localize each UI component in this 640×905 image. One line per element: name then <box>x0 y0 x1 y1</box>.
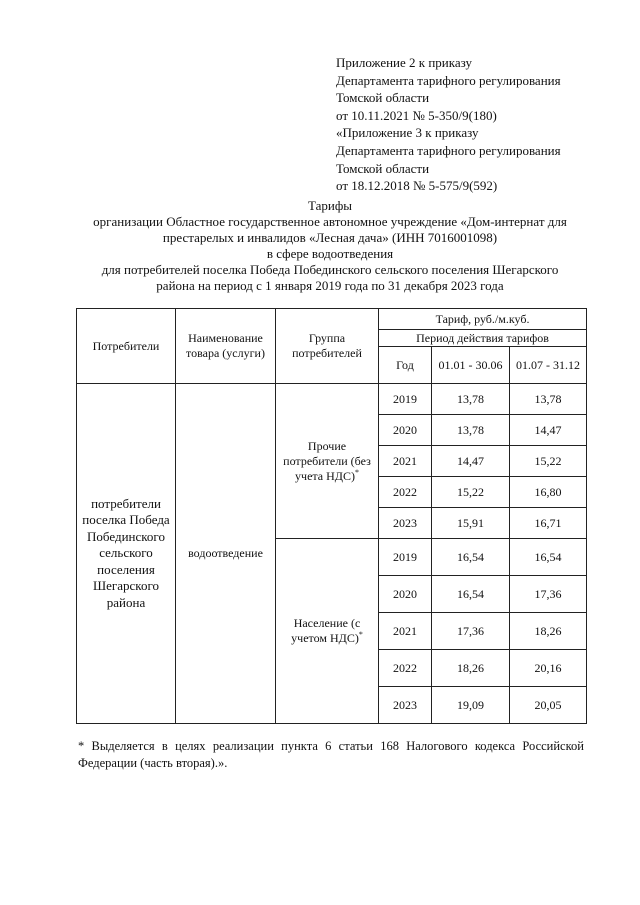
h2-value: 18,26 <box>510 613 587 650</box>
h1-value: 14,47 <box>432 446 510 477</box>
header-h2: 01.07 - 31.12 <box>510 347 587 384</box>
appendix-line: Приложение 2 к приказу <box>336 55 473 70</box>
year-cell: 2021 <box>379 613 432 650</box>
title-line: района на период с 1 января 2019 года по 31 декабря 2023 года <box>156 278 504 293</box>
h2-value: 17,36 <box>510 576 587 613</box>
title-line: Тарифы <box>307 198 352 213</box>
h2-value: 16,54 <box>510 539 587 576</box>
appendix-line: от 10.11.2021 № 5-350/9(180) <box>336 107 497 123</box>
h2-value: 14,47 <box>510 415 587 446</box>
group-cell <box>276 384 379 539</box>
h2-value: 15,22 <box>510 446 587 477</box>
header-group: Группа потребителей <box>276 309 379 384</box>
h1-value: 15,91 <box>432 508 510 539</box>
h1-value: 17,36 <box>432 613 510 650</box>
title-line: организации Областное государственное автономное учреждение «Дом-интернат для <box>93 214 567 229</box>
year-cell: 2022 <box>379 650 432 687</box>
header-consumers: Потребители <box>77 309 176 384</box>
footnote: * Выделяется в целях реализации пункта 6 статьи 168 Налогового кодекса Российской Федерации (часть вторая).». <box>78 739 584 770</box>
group-footnote-mark: * <box>354 467 359 477</box>
appendix-line: Департамента тарифного регулирования <box>336 142 561 158</box>
h1-value: 16,54 <box>432 576 510 613</box>
header-year: Год <box>379 347 432 384</box>
header-tariff: Тариф, руб./м.куб. <box>379 309 587 330</box>
h1-value: 13,78 <box>432 384 510 415</box>
year-cell: 2023 <box>379 687 432 724</box>
h1-value: 18,26 <box>432 650 510 687</box>
title-line: в сфере водоотведения <box>266 246 394 261</box>
h1-value: 16,54 <box>432 539 510 576</box>
year-cell: 2020 <box>379 576 432 613</box>
year-cell: 2023 <box>379 508 432 539</box>
appendix-line: Департамента тарифного регулирования <box>336 72 561 88</box>
h2-value: 16,80 <box>510 477 587 508</box>
year-cell: 2021 <box>379 446 432 477</box>
header-product: Наименование товара (услуги) <box>176 309 276 384</box>
year-cell: 2019 <box>379 384 432 415</box>
h1-value: 13,78 <box>432 415 510 446</box>
product-cell: водоотведение <box>176 384 276 724</box>
appendix-line: от 18.12.2018 № 5-575/9(592) <box>336 178 498 194</box>
group-footnote-mark: * <box>358 630 363 639</box>
appendix-line: Томской области <box>336 90 430 106</box>
year-cell: 2019 <box>379 539 432 576</box>
h2-value: 20,16 <box>510 650 587 687</box>
title-line: для потребителей поселка Победа Побединского сельского поселения Шегарского <box>101 262 559 277</box>
group-name: Прочие потребители (без учета НДС) <box>283 438 371 483</box>
h1-value: 15,22 <box>432 477 510 508</box>
year-cell: 2022 <box>379 477 432 508</box>
group-name: Население (с учетом НДС) <box>291 616 361 645</box>
appendix-line: «Приложение 3 к приказу <box>336 125 479 141</box>
tariff-table <box>76 308 587 724</box>
document-title <box>60 198 600 294</box>
header-h1: 01.01 - 30.06 <box>432 347 510 384</box>
appendix-block <box>336 54 561 195</box>
h2-value: 13,78 <box>510 384 587 415</box>
h2-value: 20,05 <box>510 687 587 724</box>
h1-value: 19,09 <box>432 687 510 724</box>
h2-value: 16,71 <box>510 508 587 539</box>
appendix-line: Томской области <box>336 160 430 176</box>
header-period: Период действия тарифов <box>379 330 587 347</box>
year-cell: 2020 <box>379 415 432 446</box>
title-line: престарелых и инвалидов «Лесная дача» (ИНН 7016001098) <box>162 230 498 245</box>
consumer-cell: потребители поселка Победа Побединского сельского поселения Шегарского района <box>77 384 176 724</box>
group-cell <box>276 539 379 724</box>
